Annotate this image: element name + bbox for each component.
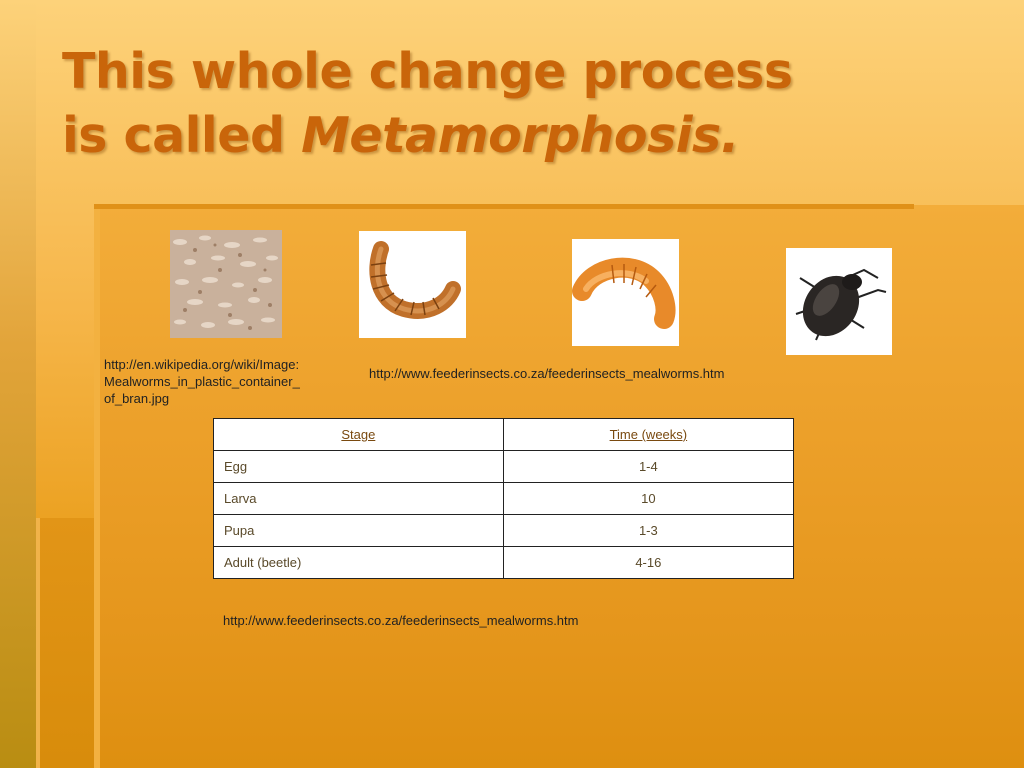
time-cell: 1-3 xyxy=(503,515,793,547)
header-time-weeks: Time (weeks) xyxy=(503,419,793,451)
mealworm-larva-image xyxy=(359,231,466,338)
bran-texture-icon xyxy=(170,230,282,338)
title-rule xyxy=(94,204,914,209)
stage-cell: Pupa xyxy=(214,515,504,547)
left-decor-band xyxy=(0,0,36,768)
table-row xyxy=(214,483,794,515)
bran-egg-image xyxy=(170,230,282,338)
table-header-row xyxy=(214,419,794,451)
beetle-image xyxy=(786,248,892,355)
feeder-source-caption-top: http://www.feederinsects.co.za/feederinsects_mealworms.htm xyxy=(369,366,725,381)
time-cell: 10 xyxy=(503,483,793,515)
larva-icon xyxy=(359,231,466,338)
pupa-icon xyxy=(572,239,679,346)
stage-cell: Larva xyxy=(214,483,504,515)
stage-cell: Egg xyxy=(214,451,504,483)
table-row xyxy=(214,451,794,483)
title-line-1: This whole change process xyxy=(62,43,793,100)
table-row xyxy=(214,547,794,579)
time-cell: 1-4 xyxy=(503,451,793,483)
title-emphasis: Metamorphosis. xyxy=(301,107,739,164)
beetle-icon xyxy=(786,248,892,355)
stage-duration-table xyxy=(213,418,794,579)
time-cell: 4-16 xyxy=(503,547,793,579)
title-line-2-prefix: is called xyxy=(62,107,302,164)
content-panel-edge xyxy=(94,205,100,768)
wiki-source-caption: http://en.wikipedia.org/wiki/Image:Mealworms_in_plastic_container_of_bran.jpg xyxy=(104,357,300,406)
pupa-image xyxy=(572,239,679,346)
table-row xyxy=(214,515,794,547)
stage-cell: Adult (beetle) xyxy=(214,547,504,579)
back-panel-edge xyxy=(36,518,40,768)
feeder-source-caption-bottom: http://www.feederinsects.co.za/feederinsects_mealworms.htm xyxy=(223,613,579,628)
header-stage: Stage xyxy=(214,419,504,451)
slide-title xyxy=(62,40,962,168)
